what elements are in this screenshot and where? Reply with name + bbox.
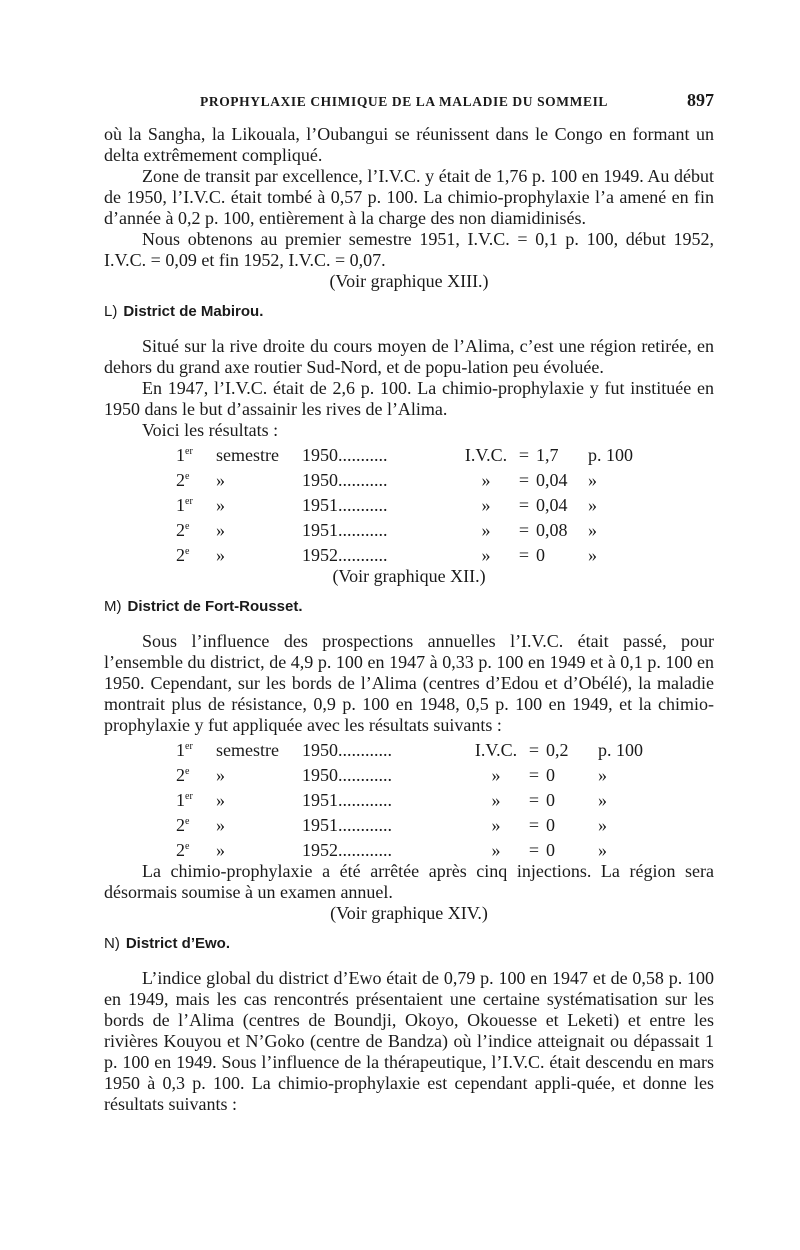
section-title: District d’Ewo. — [125, 935, 231, 952]
section-letter: L) — [104, 303, 118, 320]
year-cell: 1950............ — [302, 740, 392, 760]
table-row — [176, 541, 648, 566]
equals-cell: = — [518, 545, 530, 565]
section-paragraph: La chimio-prophylaxie a été arrêtée après cinq injections. La région sera désormais soumise à un examen annuel. — [104, 861, 714, 902]
ivc-cell: » — [481, 520, 491, 540]
value-cell: 0 — [546, 840, 555, 860]
equals-cell: = — [528, 815, 540, 835]
section-paragraph: Sous l’influence des prospections annuelles l’I.V.C. était passé, pour l’ensemble du district, de 4,9 p. 100 en 1947 à 0,33 p. 100 en 1949 et à 0,1 p. 100 en 1950. Cependant, sur les bords de l’Alima (centres d’Edou et d’Obélé), la maladie montrait plus de résistance, 0,9 p. 100 en 1948, 0,5 p. 100 en 1949, et la chimio-prophylaxie y fut appliquée avec les résultats suivants : — [104, 631, 714, 735]
ordinal-number: 1 — [176, 740, 185, 760]
ordinal-cell — [176, 811, 216, 836]
section-paragraph: L’indice global du district d’Ewo était de 0,79 p. 100 en 1947 et de 0,58 p. 100 en 1949, mais les cas rencontrés présentaient une certaine systématisation sur les bords de l’Alima (centres de Boundji, Okoyo, Okouesse et Leketi) et entre les rivières Kouyou et N’Goko (centre de Bandza) où l’indice atteignait ou dépassait 1 p. 100 en 1949. Sous l’influence de la thérapeutique, l’I.V.C. était descendu en mars 1950 à 0,3 p. 100. La chimio-prophylaxie est cependant appli-quée, et donne les résultats suivants : — [104, 968, 714, 1114]
page-header — [104, 90, 714, 116]
equals-cell: = — [528, 840, 540, 860]
equals-cell: = — [518, 520, 530, 540]
intro-paragraph-3: Nous obtenons au premier semestre 1951, I.V.C. = 0,1 p. 100, début 1952, I.V.C. = 0,09 et fin 1952, I.V.C. = 0,07. — [104, 229, 714, 270]
ivc-cell: I.V.C. — [474, 740, 518, 760]
ordinal-suffix: e — [185, 546, 190, 557]
period-cell: » — [216, 470, 225, 490]
value-cell: 0 — [536, 545, 545, 565]
year-cell: 1951............ — [302, 790, 392, 810]
ordinal-number: 2 — [176, 765, 185, 785]
ordinal-number: 2 — [176, 470, 185, 490]
body-text — [104, 124, 714, 1115]
year-cell: 1951........... — [302, 495, 388, 515]
year-cell: 1950............ — [302, 765, 392, 785]
period-cell: » — [216, 520, 225, 540]
section-paragraph: Voici les résultats : — [142, 420, 279, 440]
ivc-cell: » — [491, 765, 501, 785]
ordinal-number: 2 — [176, 840, 185, 860]
section-heading-ewo — [104, 934, 714, 954]
ivc-cell: » — [491, 815, 501, 835]
period-cell: » — [216, 840, 225, 860]
year-cell: 1951........... — [302, 520, 388, 540]
ordinal-suffix: e — [185, 766, 190, 777]
section-paragraph: Situé sur la rive droite du cours moyen de l’Alima, c’est une région retirée, en dehors du grand axe routier Sud-Nord, et de popu-lation peu évoluée. — [104, 336, 714, 377]
ordinal-number: 2 — [176, 520, 185, 540]
year-cell: 1952............ — [302, 840, 392, 860]
results-table-fort-rousset — [176, 736, 658, 861]
table-row — [176, 811, 658, 836]
unit-cell: » — [588, 470, 597, 490]
ordinal-cell — [176, 736, 216, 761]
ivc-cell: » — [491, 790, 501, 810]
unit-cell: » — [588, 520, 597, 540]
unit-cell: » — [588, 495, 597, 515]
value-cell: 0 — [546, 790, 555, 810]
intro-paragraph-1: où la Sangha, la Likouala, l’Oubangui se réunissent dans le Congo en formant un delta extrêmement compliqué. — [104, 124, 714, 165]
ordinal-cell — [176, 836, 216, 861]
equals-cell: = — [528, 740, 540, 760]
value-cell: 0,2 — [546, 740, 569, 760]
table-row — [176, 786, 658, 811]
table-row — [176, 836, 658, 861]
table-row — [176, 736, 658, 761]
period-cell: semestre — [216, 445, 279, 465]
period-cell: semestre — [216, 740, 279, 760]
period-cell: » — [216, 815, 225, 835]
ivc-cell: » — [481, 545, 491, 565]
results-table-body — [176, 736, 658, 861]
section-paragraph: En 1947, l’I.V.C. était de 2,6 p. 100. La chimio-prophylaxie y fut instituée en 1950 dans le but d’assainir les rives de l’Alima. — [104, 378, 714, 419]
unit-cell: p. 100 — [598, 740, 643, 760]
equals-cell: = — [518, 495, 530, 515]
section-letter: N) — [104, 935, 120, 952]
ordinal-suffix: er — [185, 496, 193, 507]
period-cell: » — [216, 545, 225, 565]
period-cell: » — [216, 790, 225, 810]
year-cell: 1951............ — [302, 815, 392, 835]
table-row — [176, 441, 648, 466]
value-cell: 0 — [546, 815, 555, 835]
graph-reference: (Voir graphique XIV.) — [330, 903, 488, 923]
ordinal-cell — [176, 491, 216, 516]
ordinal-number: 1 — [176, 495, 185, 515]
section-heading-mabirou — [104, 302, 714, 322]
graph-reference: (Voir graphique XII.) — [332, 566, 486, 586]
ordinal-suffix: e — [185, 841, 190, 852]
section-heading-fort-rousset — [104, 597, 714, 617]
equals-cell: = — [518, 470, 530, 490]
section-title: District de Fort-Rousset. — [127, 598, 303, 615]
value-cell: 0 — [546, 765, 555, 785]
unit-cell: » — [598, 815, 607, 835]
ordinal-number: 1 — [176, 445, 185, 465]
ordinal-cell — [176, 541, 216, 566]
ordinal-cell — [176, 441, 216, 466]
intro-paragraph-2: Zone de transit par excellence, l’I.V.C. y était de 1,76 p. 100 en 1949. Au début de 1950, l’I.V.C. était tombé à 0,57 p. 100. La chimio-prophylaxie l’a amené en fin d’année à 0,2 p. 100, entièrement à la charge des non diamidinisés. — [104, 166, 714, 228]
ordinal-suffix: e — [185, 521, 190, 532]
ordinal-suffix: er — [185, 741, 193, 752]
equals-cell: = — [528, 765, 540, 785]
year-cell: 1950........... — [302, 445, 388, 465]
results-table-mabirou — [176, 441, 648, 566]
ordinal-cell — [176, 786, 216, 811]
equals-cell: = — [528, 790, 540, 810]
year-cell: 1952........... — [302, 545, 388, 565]
graph-reference: (Voir graphique XIII.) — [329, 271, 489, 291]
table-row — [176, 516, 648, 541]
ordinal-number: 2 — [176, 815, 185, 835]
unit-cell: » — [598, 790, 607, 810]
table-row — [176, 491, 648, 516]
value-cell: 1,7 — [536, 445, 559, 465]
period-cell: » — [216, 495, 225, 515]
ordinal-cell — [176, 466, 216, 491]
ivc-cell: » — [491, 840, 501, 860]
page-number: 897 — [687, 90, 714, 110]
value-cell: 0,04 — [536, 495, 568, 515]
value-cell: 0,04 — [536, 470, 568, 490]
year-cell: 1950........... — [302, 470, 388, 490]
ordinal-number: 2 — [176, 545, 185, 565]
unit-cell: » — [598, 840, 607, 860]
ivc-cell: » — [481, 495, 491, 515]
unit-cell: p. 100 — [588, 445, 633, 465]
section-title: District de Mabirou. — [123, 303, 264, 320]
equals-cell: = — [518, 445, 530, 465]
results-table-body — [176, 441, 648, 566]
period-cell: » — [216, 765, 225, 785]
unit-cell: » — [598, 765, 607, 785]
running-title: PROPHYLAXIE CHIMIQUE DE LA MALADIE DU SOMMEIL — [200, 94, 609, 109]
table-row — [176, 466, 648, 491]
unit-cell: » — [588, 545, 597, 565]
ordinal-number: 1 — [176, 790, 185, 810]
ordinal-suffix: e — [185, 471, 190, 482]
section-letter: M) — [104, 598, 122, 615]
table-row — [176, 761, 658, 786]
ordinal-suffix: er — [185, 791, 193, 802]
ordinal-cell — [176, 516, 216, 541]
ordinal-suffix: er — [185, 446, 193, 457]
ordinal-cell — [176, 761, 216, 786]
ordinal-suffix: e — [185, 816, 190, 827]
ivc-cell: » — [481, 470, 491, 490]
value-cell: 0,08 — [536, 520, 568, 540]
ivc-cell: I.V.C. — [464, 445, 508, 465]
